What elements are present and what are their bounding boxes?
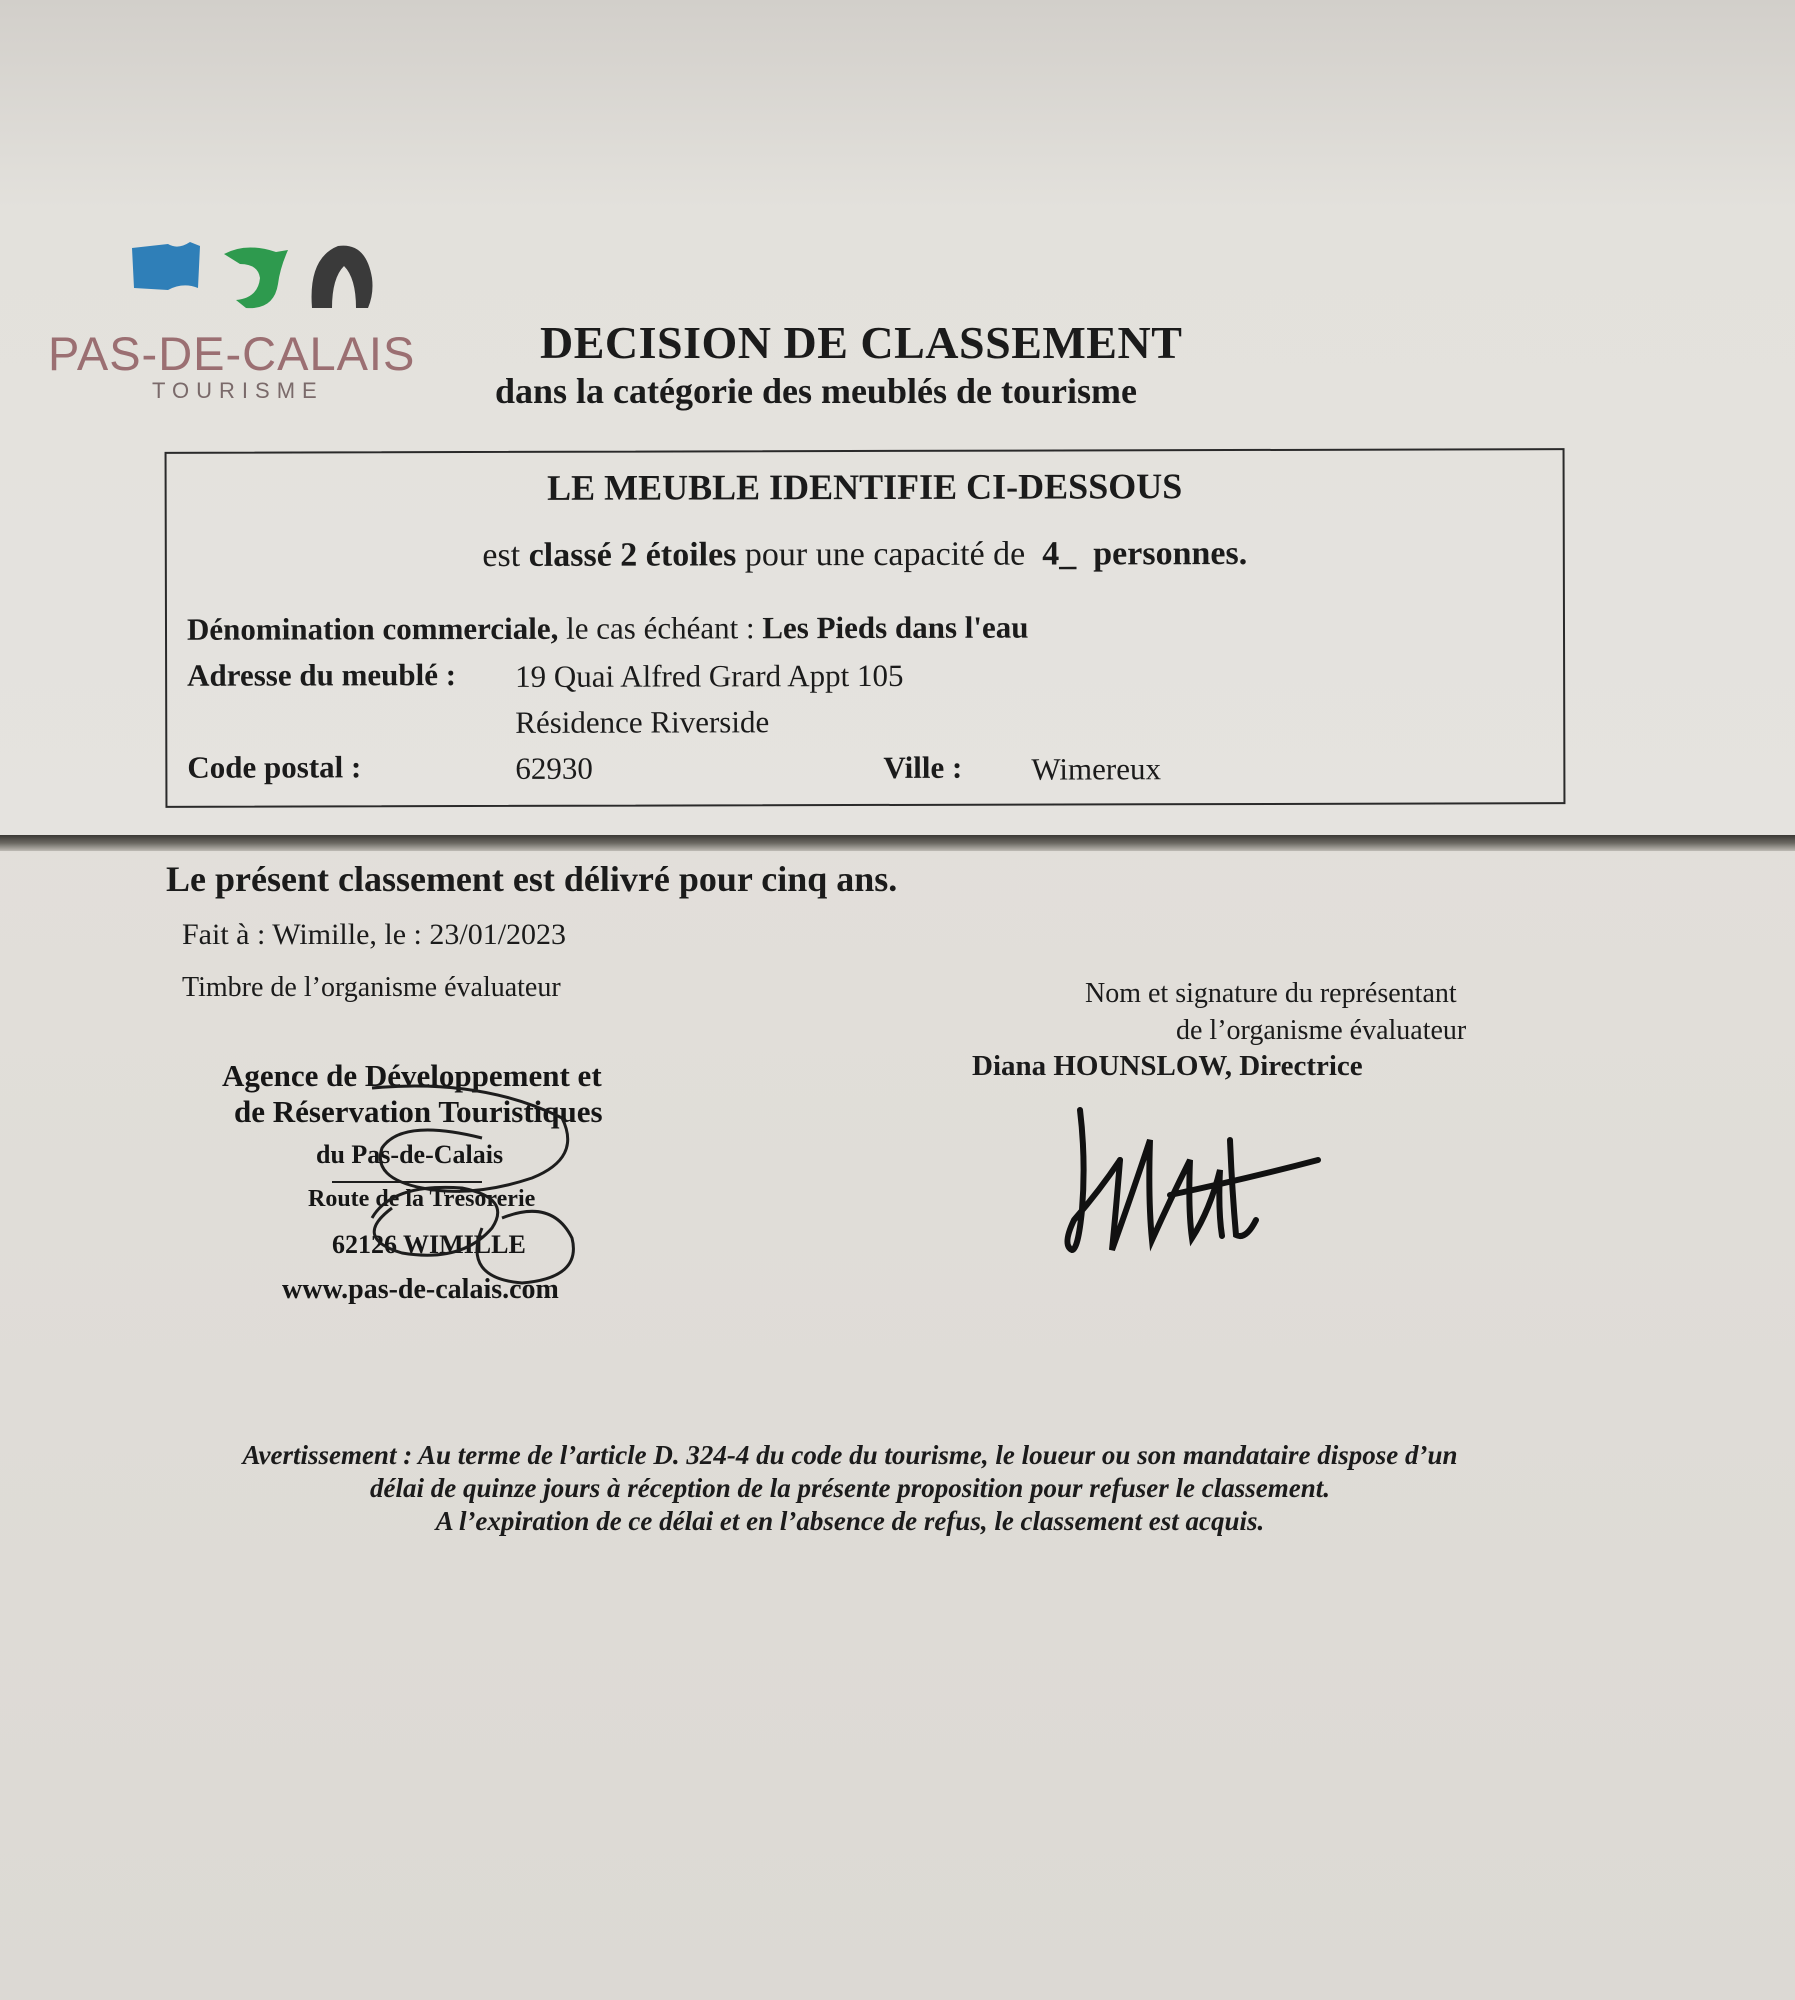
stamp-scrawl-icon (332, 1078, 612, 1298)
denomination-value: Les Pieds dans l'eau (762, 609, 1029, 646)
denomination-row (187, 610, 1029, 648)
city-value: Wimereux (1031, 751, 1162, 787)
stamp-label: Timbre de l’organisme évaluateur (182, 972, 561, 1003)
warning-line-3: A l’expiration de ce délai et en l’absence de refus, le classement est acquis. (435, 1506, 1265, 1536)
denomination-label: Dénomination commerciale, (186, 610, 559, 647)
page-title: DECISION DE CLASSEMENT (540, 317, 1183, 368)
postal-code-value: 62930 (515, 750, 593, 786)
stamp-line-6: www.pas-de-calais.com (282, 1274, 559, 1305)
capacity-value: 4_ (1042, 535, 1077, 573)
stamp-line-4: Route de la Trésorerie (308, 1186, 536, 1212)
postal-code-label: Code postal : (187, 749, 362, 785)
fold-line (0, 835, 1795, 851)
address-line-2: Résidence Riverside (515, 704, 770, 740)
stamp-line-5: 62126 WIMILLE (332, 1230, 526, 1259)
class-suffix: personnes. (1093, 534, 1248, 573)
city-label: Ville : (883, 749, 963, 785)
class-rating: classé 2 étoiles (528, 536, 737, 574)
pas-de-calais-logo (40, 238, 460, 413)
address-label: Adresse du meublé : (187, 657, 457, 693)
stamp-line-2: de Réservation Touristiques (234, 1094, 603, 1129)
representative-line-1: Nom et signature du représentant (1085, 978, 1457, 1009)
page-subtitle: dans la catégorie des meublés de tourisme (495, 371, 1137, 411)
warning-label: Avertissement : (242, 1440, 413, 1470)
validity-statement: Le présent classement est délivré pour cinq ans. (166, 859, 898, 899)
signature-icon (1060, 1100, 1330, 1270)
classification-box (165, 448, 1566, 808)
logo-name: PAS-DE-CALAIS (48, 327, 416, 380)
warning-line-1 (100, 1440, 1600, 1471)
agency-stamp (222, 1058, 702, 1318)
warning-line-2: délai de quinze jours à réception de la présente proposition pour refuser le classement. (369, 1473, 1330, 1503)
representative-name: Diana HOUNSLOW, Directrice (972, 1050, 1363, 1082)
box-title: LE MEUBLE IDENTIFIE CI-DESSOUS (546, 466, 1183, 508)
stamp-line-3: du Pas-de-Calais (316, 1140, 504, 1169)
class-prefix: est (482, 536, 521, 575)
class-mid: pour une capacité de (744, 535, 1026, 574)
classification-line (167, 534, 1563, 576)
representative-line-2: de l’organisme évaluateur (1176, 1015, 1467, 1046)
logo-shapes-icon (128, 238, 418, 318)
place-and-date: Fait à : Wimille, le : 23/01/2023 (182, 918, 567, 951)
stamp-line-1: Agence de Développement et (222, 1058, 602, 1093)
denomination-mid: le cas échéant : (566, 610, 755, 646)
address-line-1: 19 Quai Alfred Grard Appt 105 (515, 657, 904, 694)
warning-text-1: Au terme de l’article D. 324-4 du code du tourisme, le loueur ou son mandataire dispose d’un (417, 1440, 1458, 1470)
logo-subtitle: TOURISME (152, 378, 324, 403)
